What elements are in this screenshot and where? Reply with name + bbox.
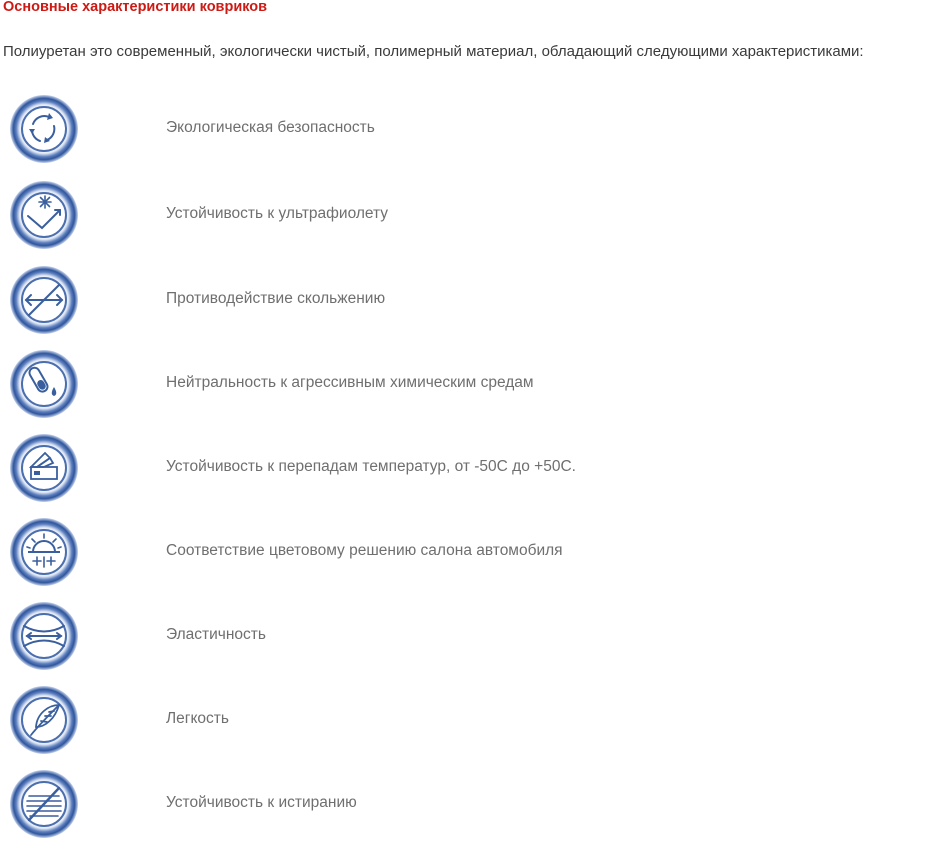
feature-item xyxy=(0,601,935,685)
feature-label: Экологическая безопасность xyxy=(166,119,375,136)
feature-label: Соответствие цветовому решению салона автомобиля xyxy=(166,542,563,559)
feature-item xyxy=(0,180,935,264)
feature-item xyxy=(0,517,935,601)
color-match-icon xyxy=(9,517,79,587)
chemical-tube-icon xyxy=(9,349,79,419)
feature-item xyxy=(0,349,935,433)
feature-label: Устойчивость к истиранию xyxy=(166,794,357,811)
recycle-icon xyxy=(9,94,79,164)
feature-label: Эластичность xyxy=(166,626,266,643)
feature-item xyxy=(0,685,935,769)
feature-label: Устойчивость к ультрафиолету xyxy=(166,205,389,222)
intro-text: Полиуретан это современный, экологически чистый, полимерный материал, обладающий следующими характеристиками: xyxy=(3,43,864,60)
feature-label: Противодействие скольжению xyxy=(166,290,386,307)
anti-slip-icon xyxy=(9,265,79,335)
feature-label: Легкость xyxy=(166,710,229,727)
section-heading: Основные характеристики ковриков xyxy=(3,0,268,15)
feature-item xyxy=(0,769,935,853)
feature-item xyxy=(0,265,935,349)
feature-label: Устойчивость к перепадам температур, от -50С до +50С. xyxy=(166,458,576,475)
feature-label: Нейтральность к агрессивным химическим средам xyxy=(166,374,534,391)
elasticity-icon xyxy=(9,601,79,671)
abrasion-resistance-icon xyxy=(9,769,79,839)
feature-item xyxy=(0,433,935,517)
feather-icon xyxy=(9,685,79,755)
temperature-icon xyxy=(9,433,79,503)
uv-resistance-icon xyxy=(9,180,79,250)
feature-item xyxy=(0,94,935,178)
